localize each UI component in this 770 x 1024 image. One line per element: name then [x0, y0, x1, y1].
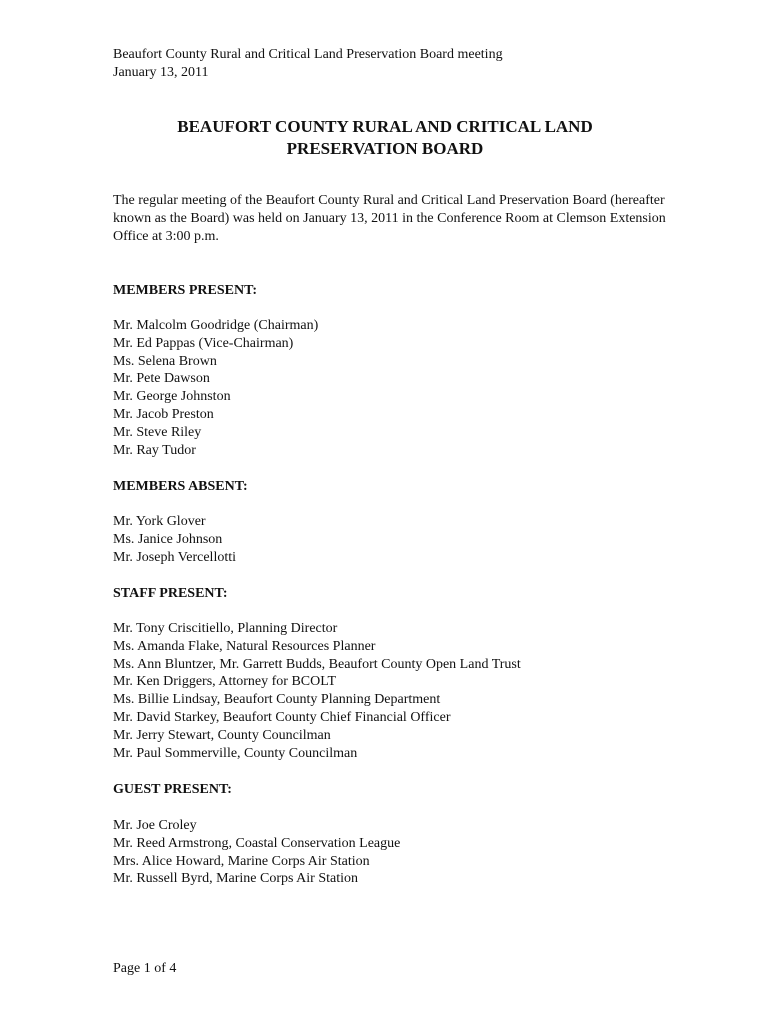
staff-present-name: Mr. Jerry Stewart, County Councilman [113, 727, 331, 743]
staff-present-name: Mr. Paul Sommerville, County Councilman [113, 745, 358, 761]
staff-present-name: Mr. Ken Driggers, Attorney for BCOLT [113, 674, 337, 690]
guest-present-heading: GUEST PRESENT: [113, 782, 232, 797]
guest-present-name: Mrs. Alice Howard, Marine Corps Air Station [113, 853, 370, 869]
members-absent-heading: MEMBERS ABSENT: [113, 479, 248, 494]
member-present-name: Mr. Steve Riley [113, 424, 202, 440]
intro-paragraph: The regular meeting of the Beaufort County Rural and Critical Land Preservation Board (hereafter known as the Board) was held on January 13, 2011 in the Conference Room at Clemson Extension Office at 3:00 p.m. [113, 193, 666, 244]
member-present-name: Mr. Ray Tudor [113, 442, 196, 458]
guest-present-list [113, 817, 400, 888]
member-present-name: Ms. Selena Brown [113, 353, 217, 369]
title-line-2: PRESERVATION BOARD [286, 139, 484, 158]
header-meeting-date: January 13, 2011 [113, 65, 209, 80]
staff-present-name: Mr. Tony Criscitiello, Planning Director [113, 621, 338, 636]
staff-present-name: Mr. David Starkey, Beaufort County Chief Financial Officer [113, 709, 451, 725]
guest-present-name: Mr. Reed Armstrong, Coastal Conservation League [113, 835, 401, 851]
header-meeting-name: Beaufort County Rural and Critical Land Preservation Board meeting [113, 47, 503, 62]
staff-present-list [113, 620, 521, 762]
staff-present-name: Ms. Billie Lindsay, Beaufort County Planning Department [113, 692, 441, 708]
member-absent-name: Mr. Joseph Vercellotti [113, 549, 237, 565]
member-present-name: Mr. Jacob Preston [113, 406, 214, 422]
staff-present-name: Ms. Ann Bluntzer, Mr. Garrett Budds, Beaufort County Open Land Trust [113, 656, 521, 672]
members-present-list [113, 317, 318, 459]
document-title [0, 116, 770, 160]
guest-present-name: Mr. Joe Croley [113, 818, 197, 833]
page-number: Page 1 of 4 [113, 961, 177, 976]
member-absent-name: Mr. York Glover [113, 514, 206, 529]
member-present-name: Mr. Ed Pappas (Vice-Chairman) [113, 335, 294, 351]
members-present-heading: MEMBERS PRESENT: [113, 283, 258, 298]
staff-present-heading: STAFF PRESENT: [113, 586, 228, 601]
member-present-name: Mr. Malcolm Goodridge (Chairman) [113, 318, 319, 333]
members-absent-list [113, 513, 236, 566]
member-absent-name: Ms. Janice Johnson [113, 531, 223, 547]
staff-present-name: Ms. Amanda Flake, Natural Resources Planner [113, 638, 376, 654]
running-header [113, 46, 503, 82]
title-line-1: BEAUFORT COUNTY RURAL AND CRITICAL LAND [177, 117, 593, 136]
member-present-name: Mr. George Johnston [113, 389, 231, 405]
guest-present-name: Mr. Russell Byrd, Marine Corps Air Station [113, 871, 358, 887]
member-present-name: Mr. Pete Dawson [113, 371, 210, 387]
